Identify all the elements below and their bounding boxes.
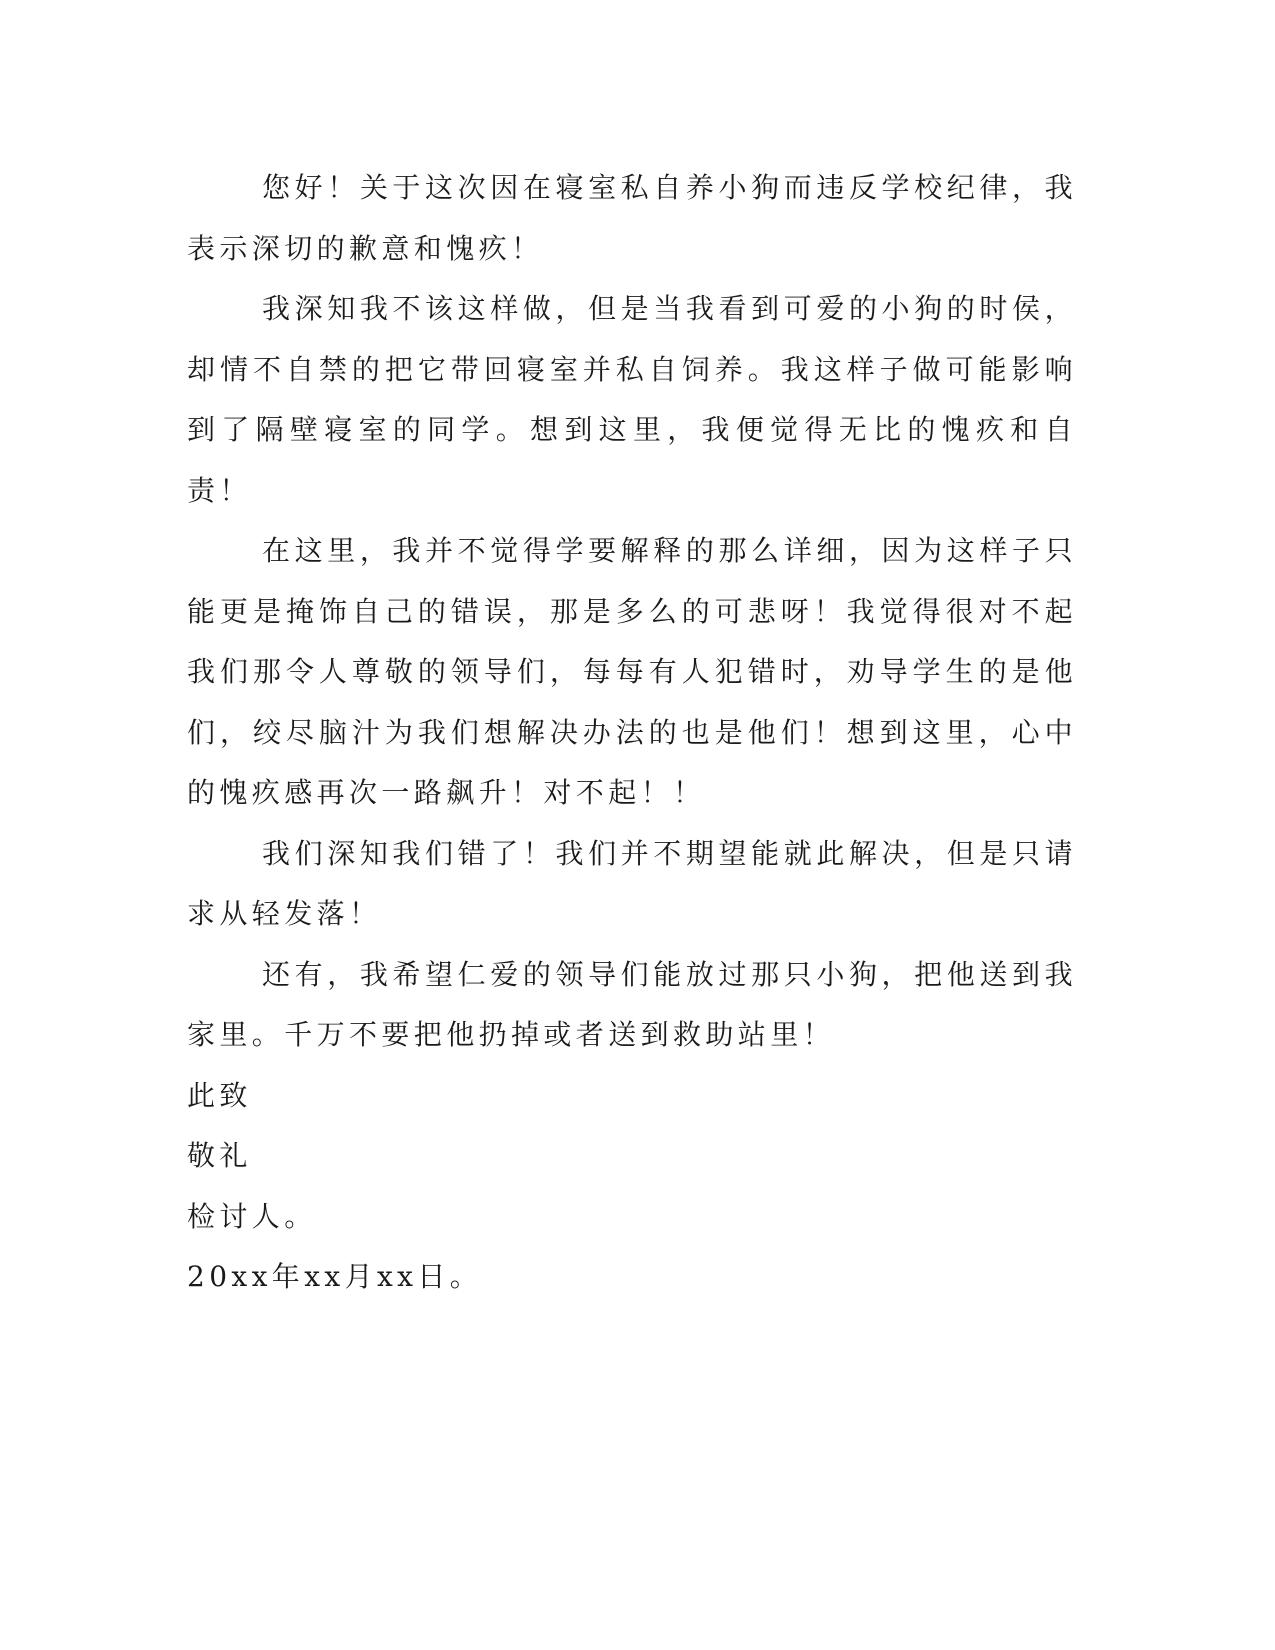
paragraph-confession: 我深知我不该这样做，但是当我看到可爱的小狗的时侯，却情不自禁的把它带回寝室并私自饲养。我这样子做可能影响到了隔壁寝室的同学。想到这里，我便觉得无比的愧疚和自责！ xyxy=(187,292,1077,507)
paragraph-apology-to-leaders: 在这里，我并不觉得学要解释的那么详细，因为这样子只能更是掩饰自己的错误，那是多么的可悲呀！我觉得很对不起我们那令人尊敬的领导们，每每有人犯错时，劝导学生的是他们，绞尽脑汁为我们想解决办法的也是他们！想到这里，心中的愧疚感再次一路飙升！对不起！！ xyxy=(187,534,1077,809)
closing-regards: 敬礼 xyxy=(187,1139,252,1172)
letter-body xyxy=(187,158,1077,1308)
signer-line: 检讨人。 xyxy=(187,1199,317,1233)
date-line: 20xx年xx月xx日。 xyxy=(187,1260,483,1293)
paragraph-request-leniency: 我们深知我们错了！我们并不期望能就此解决，但是只请求从轻发落！ xyxy=(187,836,1077,930)
paragraph-puppy-request: 还有，我希望仁爱的领导们能放过那只小狗，把他送到我家里。千万不要把他扔掉或者送到救助站里！ xyxy=(187,957,1077,1051)
paragraph-greeting: 您好！关于这次因在寝室私自养小狗而违反学校纪律，我表示深切的歉意和愧疚！ xyxy=(187,171,1077,265)
closing-salutation: 此致 xyxy=(187,1078,252,1112)
